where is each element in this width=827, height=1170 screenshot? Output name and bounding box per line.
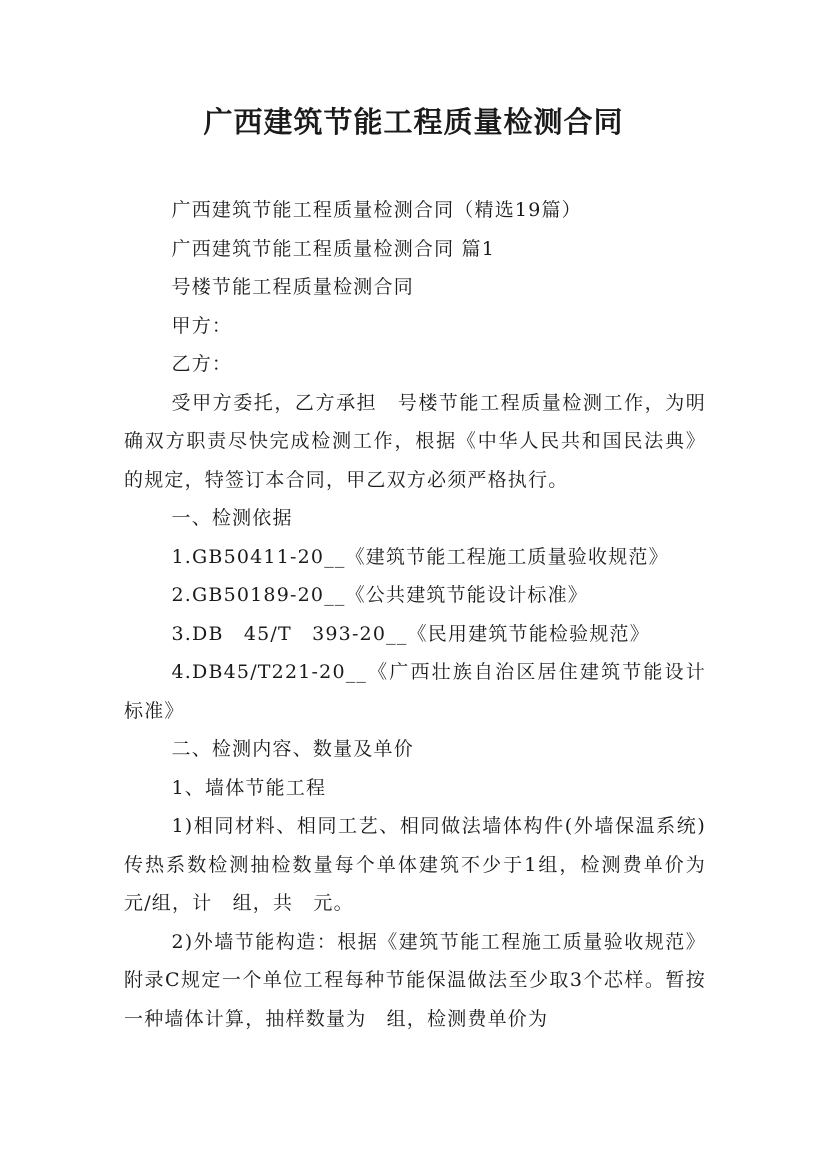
heading-inspection-basis: 一、检测依据 bbox=[171, 507, 293, 529]
paragraph-section-heading: 广西建筑节能工程质量检测合同 篇1 bbox=[171, 237, 496, 260]
paragraph-wall-item-2: 2)外墙节能构造：根据《建筑节能工程施工质量验收规范》附录C规定一个单位工程每种节能保温做法至少取3个芯样。暂按一种墙体计算，抽样数量为 组，检测费单价为 bbox=[124, 930, 706, 1030]
document-body bbox=[124, 191, 727, 1038]
heading-wall-energy: 1、墙体节能工程 bbox=[171, 776, 327, 799]
list-item-standard-4: 4.DB45/T221-20__《广西壮族自治区居住建筑节能设计标准》 bbox=[124, 661, 706, 722]
list-item-standard-1: 1.GB50411-20__《建筑节能工程施工质量验收规范》 bbox=[171, 545, 669, 568]
paragraph-contract-name: 号楼节能工程质量检测合同 bbox=[171, 276, 414, 298]
list-item-standard-2: 2.GB50189-20__《公共建筑节能设计标准》 bbox=[171, 584, 589, 606]
paragraph-party-b: 乙方： bbox=[171, 353, 233, 375]
document-title: 广西建筑节能工程质量检测合同 bbox=[203, 105, 624, 139]
paragraph-subtitle: 广西建筑节能工程质量检测合同（精选19篇） bbox=[171, 199, 582, 221]
paragraph-preamble: 受甲方委托，乙方承担 号楼节能工程质量检测工作，为明确双方职责尽快完成检测工作，根据《中华人民共和国民法典》的规定，特签订本合同，甲乙双方必须严格执行。 bbox=[124, 391, 706, 491]
paragraph-party-a: 甲方： bbox=[171, 314, 233, 337]
list-item-standard-3: 3.DB 45/T 393-20__《民用建筑节能检验规范》 bbox=[171, 622, 650, 645]
paragraph-wall-item-1: 1)相同材料、相同工艺、相同做法墙体构件(外墙保温系统)传热系数检测抽检数量每个单体建筑不少于1组，检测费单价为 元/组，计 组，共 元。 bbox=[124, 815, 727, 914]
heading-inspection-content: 二、检测内容、数量及单价 bbox=[171, 738, 414, 760]
